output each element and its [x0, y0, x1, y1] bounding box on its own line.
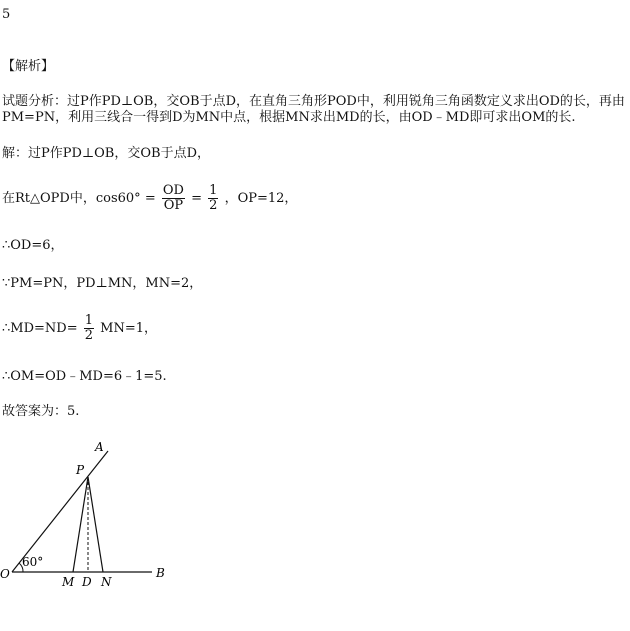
solution-step-3: ∴OD=6，	[2, 238, 64, 253]
fraction-denominator: 2	[209, 198, 218, 213]
solution-step-5	[2, 314, 157, 343]
geometry-figure	[0, 435, 200, 595]
fraction-denominator: OP	[163, 198, 184, 213]
step5-suffix: MN=1，	[100, 321, 158, 336]
step2-eq: =	[144, 191, 156, 206]
label-o: O	[0, 567, 10, 581]
fraction-one-half	[208, 184, 218, 213]
angle-label: 60°	[22, 555, 44, 569]
fraction-denominator: 2	[84, 328, 94, 343]
fraction-od-op	[162, 184, 185, 213]
step2-prefix: 在Rt△OPD中，cos60°	[2, 191, 141, 206]
label-m: M	[62, 575, 75, 589]
solution-step-2	[2, 184, 297, 213]
step2-suffix: ，OP=12，	[224, 191, 298, 206]
label-n: N	[101, 575, 112, 589]
label-p: P	[76, 463, 85, 477]
step2-eq-2: =	[191, 191, 202, 206]
solution-step-4: ∵PM=PN，PD⊥MN，MN=2，	[2, 276, 203, 291]
solution-step-1: 解：过P作PD⊥OB，交OB于点D，	[2, 146, 210, 161]
fraction-numerator: OD	[162, 183, 184, 198]
step5-prefix: ∴MD=ND=	[2, 321, 78, 336]
label-b: B	[156, 566, 165, 580]
fraction-numerator: 1	[209, 183, 218, 198]
label-d: D	[82, 575, 92, 589]
section-title: 【解析】	[2, 59, 55, 74]
answer-value: 5	[2, 7, 11, 22]
solution-step-6: ∴OM=OD﹣MD=6﹣1=5.	[2, 369, 167, 384]
segment-pm	[73, 477, 88, 572]
segment-pn	[88, 477, 103, 572]
fraction-numerator: 1	[84, 313, 94, 328]
analysis-line-2: PM=PN，利用三线合一得到D为MN中点，根据MN求出MD的长，由OD﹣MD即可求出OM的长.	[2, 110, 576, 125]
final-answer: 故答案为：5.	[2, 404, 80, 419]
fraction-one-half	[84, 314, 94, 343]
analysis-line-1: 试题分析：过P作PD⊥OB，交OB于点D，在直角三角形POD中，利用锐角三角函数定义求出OD的长，再由	[2, 94, 625, 109]
label-a: A	[95, 440, 104, 454]
